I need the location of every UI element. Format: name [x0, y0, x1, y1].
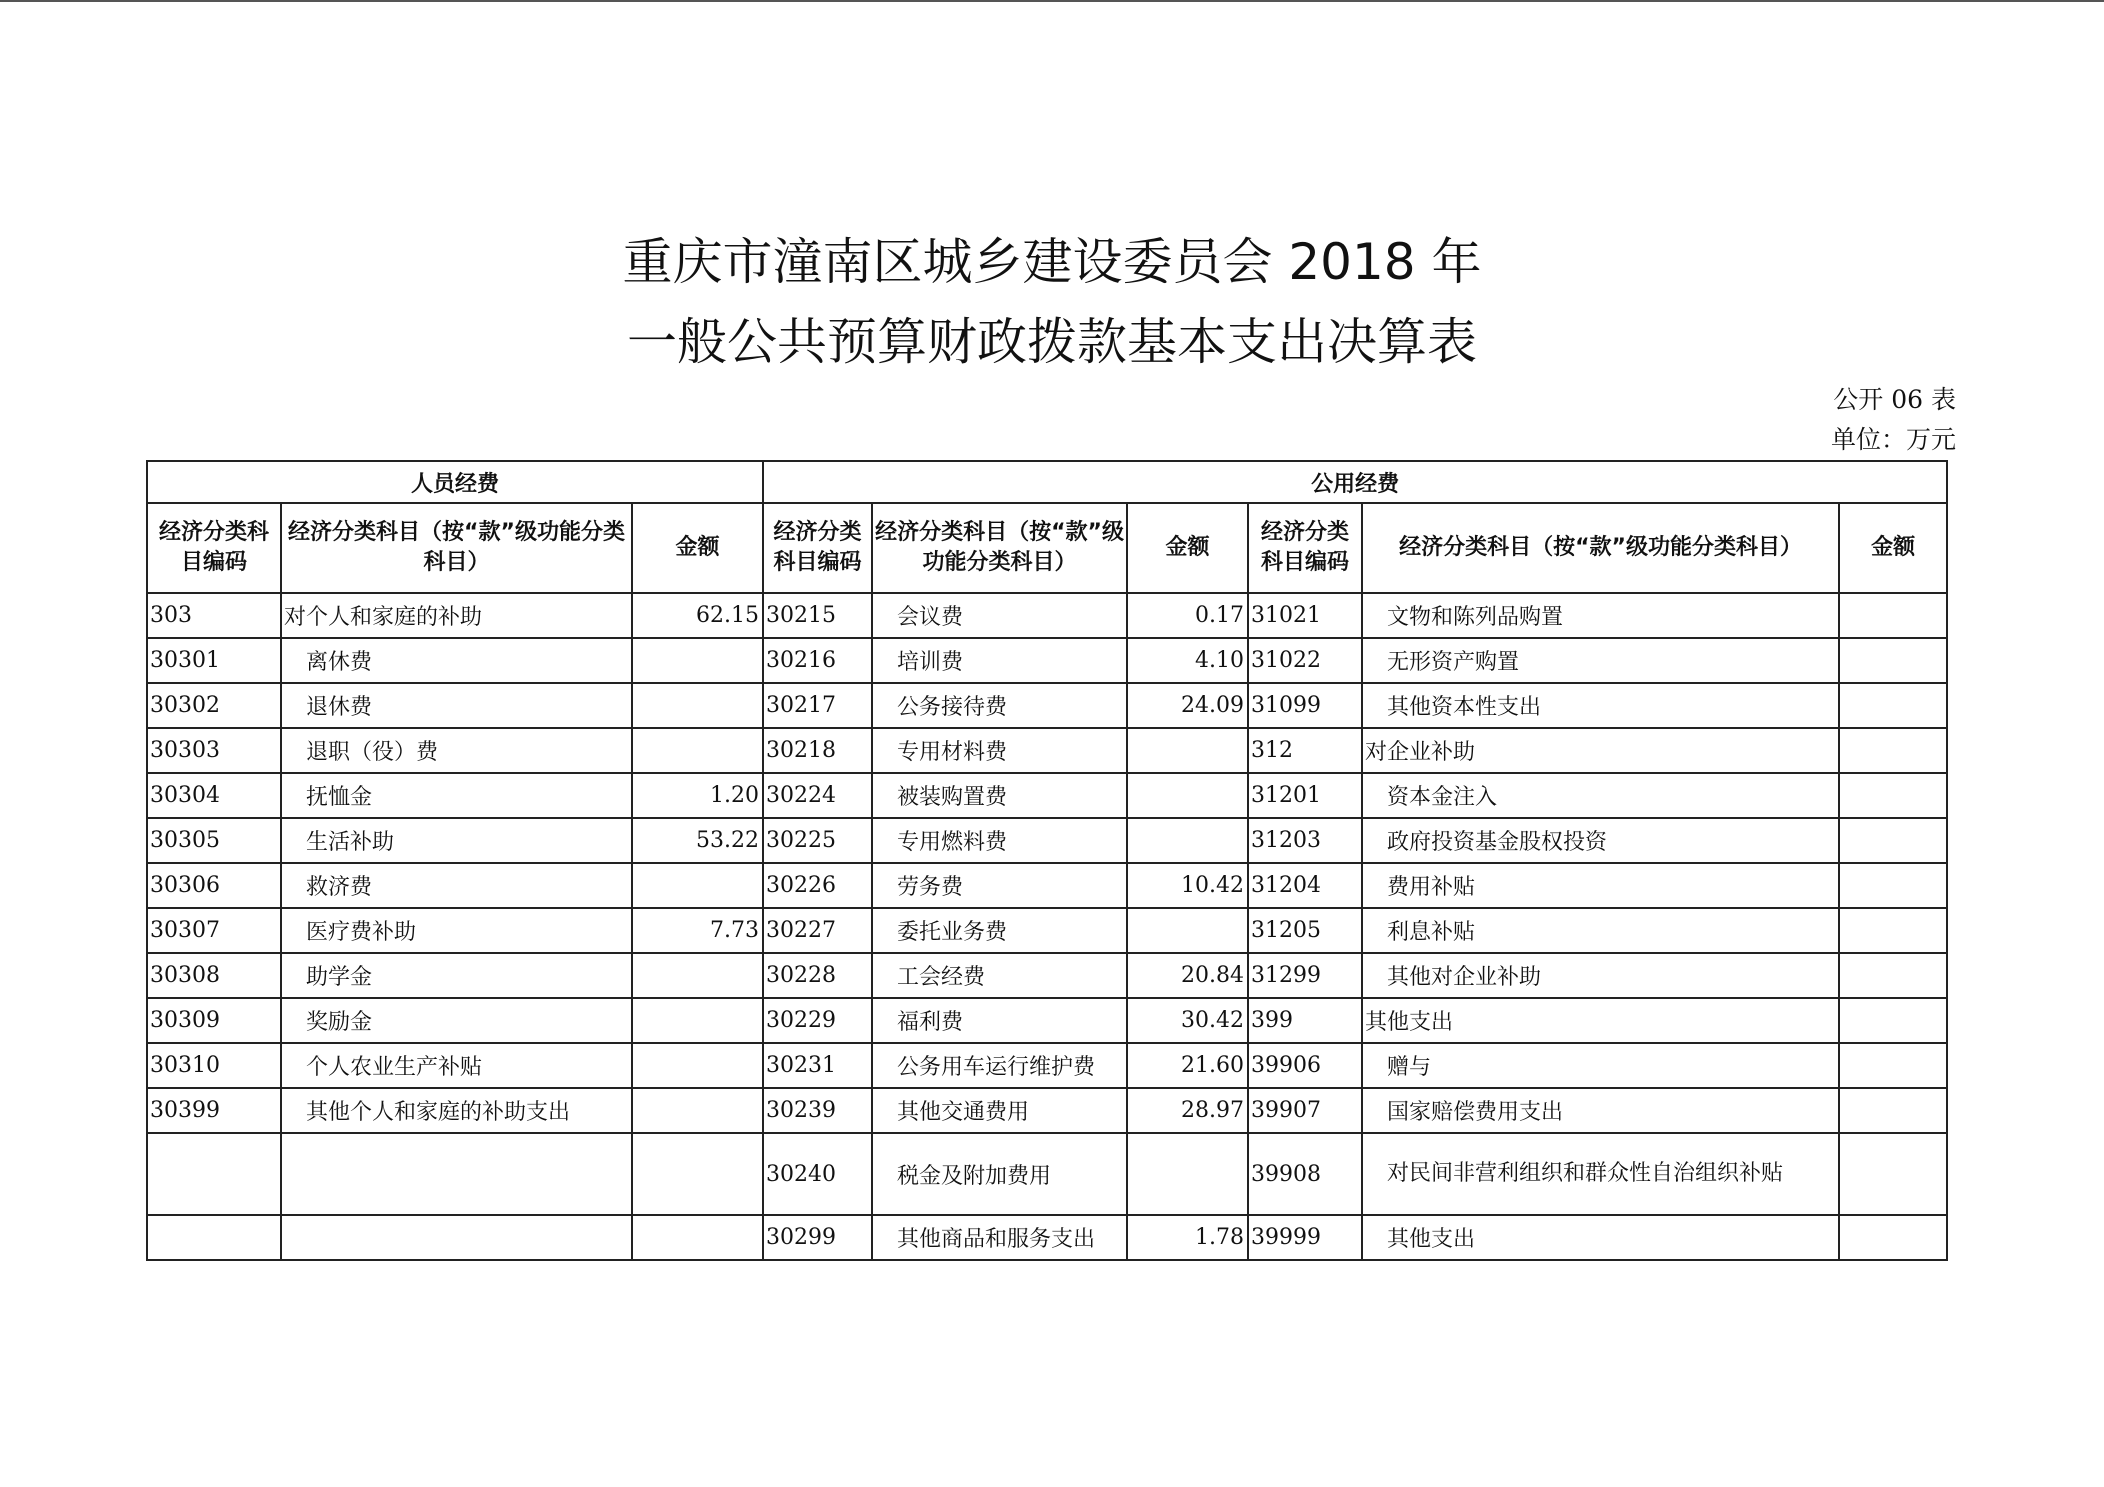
name-cell: 培训费 — [872, 638, 1127, 683]
form-number: 公开 06 表 — [1833, 385, 1956, 414]
code-cell: 30310 — [147, 1043, 281, 1088]
code-cell — [147, 1215, 281, 1260]
code-cell: 31022 — [1248, 638, 1362, 683]
table-row — [147, 818, 1947, 863]
header-code-b: 经济分类科目编码 — [763, 503, 872, 593]
code-cell: 31203 — [1248, 818, 1362, 863]
name-cell: 对企业补助 — [1362, 728, 1839, 773]
code-cell: 31099 — [1248, 683, 1362, 728]
name-cell: 生活补助 — [281, 818, 632, 863]
name-cell: 公务用车运行维护费 — [872, 1043, 1127, 1088]
section-personnel: 人员经费 — [147, 461, 763, 503]
code-cell: 30218 — [763, 728, 872, 773]
amount-cell — [1839, 908, 1947, 953]
table-row — [147, 593, 1947, 638]
amount-cell: 30.42 — [1127, 998, 1248, 1043]
amount-cell — [632, 683, 763, 728]
table-row — [147, 1043, 1947, 1088]
header-amount-c: 金额 — [1839, 503, 1947, 593]
code-cell: 30309 — [147, 998, 281, 1043]
amount-cell: 10.42 — [1127, 863, 1248, 908]
name-cell: 对个人和家庭的补助 — [281, 593, 632, 638]
amount-cell: 28.97 — [1127, 1088, 1248, 1133]
amount-cell — [632, 863, 763, 908]
name-cell: 劳务费 — [872, 863, 1127, 908]
code-cell: 39999 — [1248, 1215, 1362, 1260]
amount-cell: 21.60 — [1127, 1043, 1248, 1088]
amount-cell — [1839, 863, 1947, 908]
name-cell: 抚恤金 — [281, 773, 632, 818]
amount-cell — [1127, 1133, 1248, 1215]
header-name-b: 经济分类科目（按“款”级功能分类科目） — [872, 503, 1127, 593]
amount-cell — [632, 1215, 763, 1260]
name-cell: 其他对企业补助 — [1362, 953, 1839, 998]
name-cell: 其他个人和家庭的补助支出 — [281, 1088, 632, 1133]
amount-cell — [1839, 1088, 1947, 1133]
amount-cell — [1839, 818, 1947, 863]
header-code-a: 经济分类科目编码 — [147, 503, 281, 593]
table-row — [147, 728, 1947, 773]
name-cell: 费用补贴 — [1362, 863, 1839, 908]
code-cell: 39907 — [1248, 1088, 1362, 1133]
code-cell: 31205 — [1248, 908, 1362, 953]
amount-cell — [1839, 1133, 1947, 1215]
code-cell: 30239 — [763, 1088, 872, 1133]
header-name-a: 经济分类科目（按“款”级功能分类科目） — [281, 503, 632, 593]
table-row — [147, 953, 1947, 998]
code-cell: 31204 — [1248, 863, 1362, 908]
name-cell: 助学金 — [281, 953, 632, 998]
code-cell: 30299 — [763, 1215, 872, 1260]
top-border-line — [0, 0, 2104, 2]
name-cell: 奖励金 — [281, 998, 632, 1043]
code-cell: 30227 — [763, 908, 872, 953]
name-cell: 其他交通费用 — [872, 1088, 1127, 1133]
code-cell: 399 — [1248, 998, 1362, 1043]
amount-cell — [1839, 773, 1947, 818]
code-cell: 30302 — [147, 683, 281, 728]
name-cell: 医疗费补助 — [281, 908, 632, 953]
amount-cell — [1127, 908, 1248, 953]
amount-cell — [632, 953, 763, 998]
page-title-line2: 一般公共预算财政拨款基本支出决算表 — [627, 313, 1477, 371]
table-row — [147, 638, 1947, 683]
amount-cell — [632, 728, 763, 773]
name-cell: 救济费 — [281, 863, 632, 908]
header-code-c: 经济分类科目编码 — [1248, 503, 1362, 593]
name-cell: 专用材料费 — [872, 728, 1127, 773]
column-header-row — [147, 503, 1947, 593]
name-cell: 其他支出 — [1362, 998, 1839, 1043]
header-name-c: 经济分类科目（按“款”级功能分类科目） — [1362, 503, 1839, 593]
amount-cell — [1127, 728, 1248, 773]
amount-cell — [1839, 638, 1947, 683]
amount-cell — [632, 638, 763, 683]
amount-cell — [1839, 683, 1947, 728]
name-cell: 资本金注入 — [1362, 773, 1839, 818]
expenditure-table — [146, 460, 1948, 1261]
name-cell: 文物和陈列品购置 — [1362, 593, 1839, 638]
section-public: 公用经费 — [763, 461, 1947, 503]
code-cell — [147, 1133, 281, 1215]
code-cell: 30306 — [147, 863, 281, 908]
name-cell: 被装购置费 — [872, 773, 1127, 818]
name-cell: 专用燃料费 — [872, 818, 1127, 863]
amount-cell — [632, 998, 763, 1043]
name-cell: 其他资本性支出 — [1362, 683, 1839, 728]
code-cell: 30307 — [147, 908, 281, 953]
page-title-line1: 重庆市潼南区城乡建设委员会 2018 年 — [622, 233, 1482, 291]
code-cell: 30303 — [147, 728, 281, 773]
code-cell: 31021 — [1248, 593, 1362, 638]
table-row — [147, 1133, 1947, 1215]
name-cell: 工会经费 — [872, 953, 1127, 998]
code-cell: 31299 — [1248, 953, 1362, 998]
amount-cell — [632, 1043, 763, 1088]
code-cell: 30226 — [763, 863, 872, 908]
amount-cell — [1127, 818, 1248, 863]
name-cell: 对民间非营利组织和群众性自治组织补贴 — [1362, 1133, 1839, 1215]
amount-cell — [1839, 998, 1947, 1043]
table-row — [147, 863, 1947, 908]
header-amount-a: 金额 — [632, 503, 763, 593]
code-cell: 30308 — [147, 953, 281, 998]
amount-cell — [1839, 728, 1947, 773]
name-cell — [281, 1133, 632, 1215]
amount-cell — [632, 1088, 763, 1133]
code-cell: 312 — [1248, 728, 1362, 773]
code-cell: 30224 — [763, 773, 872, 818]
table-row — [147, 998, 1947, 1043]
table-row — [147, 1215, 1947, 1260]
amount-cell — [1127, 773, 1248, 818]
amount-cell: 0.17 — [1127, 593, 1248, 638]
code-cell: 30304 — [147, 773, 281, 818]
code-cell: 303 — [147, 593, 281, 638]
section-header-row — [147, 461, 1947, 503]
name-cell: 委托业务费 — [872, 908, 1127, 953]
amount-cell: 53.22 — [632, 818, 763, 863]
name-cell: 赠与 — [1362, 1043, 1839, 1088]
header-amount-b: 金额 — [1127, 503, 1248, 593]
code-cell: 30217 — [763, 683, 872, 728]
name-cell: 无形资产购置 — [1362, 638, 1839, 683]
amount-cell — [1839, 1043, 1947, 1088]
code-cell: 30229 — [763, 998, 872, 1043]
amount-cell — [1839, 953, 1947, 998]
table-row — [147, 773, 1947, 818]
amount-cell: 4.10 — [1127, 638, 1248, 683]
name-cell: 会议费 — [872, 593, 1127, 638]
amount-cell: 1.20 — [632, 773, 763, 818]
code-cell: 39908 — [1248, 1133, 1362, 1215]
code-cell: 39906 — [1248, 1043, 1362, 1088]
name-cell: 其他支出 — [1362, 1215, 1839, 1260]
amount-cell — [1839, 1215, 1947, 1260]
name-cell — [281, 1215, 632, 1260]
amount-cell: 62.15 — [632, 593, 763, 638]
code-cell: 30240 — [763, 1133, 872, 1215]
amount-cell — [1839, 593, 1947, 638]
code-cell: 30399 — [147, 1088, 281, 1133]
unit-label: 单位：万元 — [1830, 425, 1956, 454]
name-cell: 利息补贴 — [1362, 908, 1839, 953]
name-cell: 退休费 — [281, 683, 632, 728]
code-cell: 30216 — [763, 638, 872, 683]
amount-cell: 7.73 — [632, 908, 763, 953]
code-cell: 31201 — [1248, 773, 1362, 818]
name-cell: 个人农业生产补贴 — [281, 1043, 632, 1088]
code-cell: 30231 — [763, 1043, 872, 1088]
name-cell: 其他商品和服务支出 — [872, 1215, 1127, 1260]
code-cell: 30305 — [147, 818, 281, 863]
name-cell: 福利费 — [872, 998, 1127, 1043]
name-cell: 政府投资基金股权投资 — [1362, 818, 1839, 863]
code-cell: 30228 — [763, 953, 872, 998]
code-cell: 30301 — [147, 638, 281, 683]
code-cell: 30215 — [763, 593, 872, 638]
name-cell: 退职（役）费 — [281, 728, 632, 773]
name-cell: 离休费 — [281, 638, 632, 683]
name-cell: 公务接待费 — [872, 683, 1127, 728]
name-cell: 税金及附加费用 — [872, 1133, 1127, 1215]
table-row — [147, 683, 1947, 728]
code-cell: 30225 — [763, 818, 872, 863]
amount-cell: 1.78 — [1127, 1215, 1248, 1260]
amount-cell: 24.09 — [1127, 683, 1248, 728]
amount-cell: 20.84 — [1127, 953, 1248, 998]
amount-cell — [632, 1133, 763, 1215]
table-row — [147, 908, 1947, 953]
name-cell: 国家赔偿费用支出 — [1362, 1088, 1839, 1133]
table-row — [147, 1088, 1947, 1133]
